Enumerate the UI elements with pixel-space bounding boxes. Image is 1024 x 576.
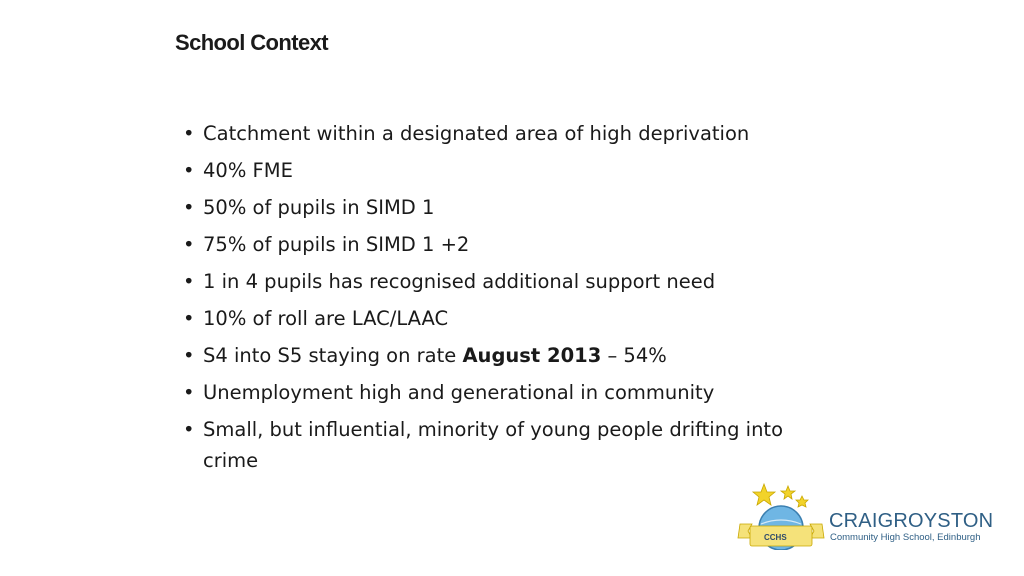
bullet-list [183,118,793,482]
bullet-item: • Small, but influential, minority of young people drifting into crime [183,414,793,476]
logo-badge-text: CCHS [764,533,787,542]
bullet-item: • Unemployment high and generational in community [183,377,793,408]
slide-title: School Context [175,30,328,55]
star-icon [781,486,795,499]
bullet-bold-date: August 2013 [462,344,602,367]
bullet-text: S4 into S5 staying on rate [203,344,463,367]
bullet-item: • 50% of pupils in SIMD 1 [183,192,793,223]
bullet-item: • 10% of roll are LAC/LAAC [183,303,793,334]
star-icon [753,484,775,505]
school-name: CRAIGROYSTON [829,510,994,532]
bullet-item: • 40% FME [183,155,793,186]
school-logo [734,480,994,550]
bullet-item [183,340,793,371]
bullet-item: • 75% of pupils in SIMD 1 +2 [183,229,793,260]
school-subtitle: Community High School, Edinburgh [830,532,981,543]
bullet-text: – 54% [601,344,667,367]
bullet-item: • Catchment within a designated area of high deprivation [183,118,793,149]
bullet-item: • 1 in 4 pupils has recognised additional support need [183,266,793,297]
star-icon [796,496,808,507]
